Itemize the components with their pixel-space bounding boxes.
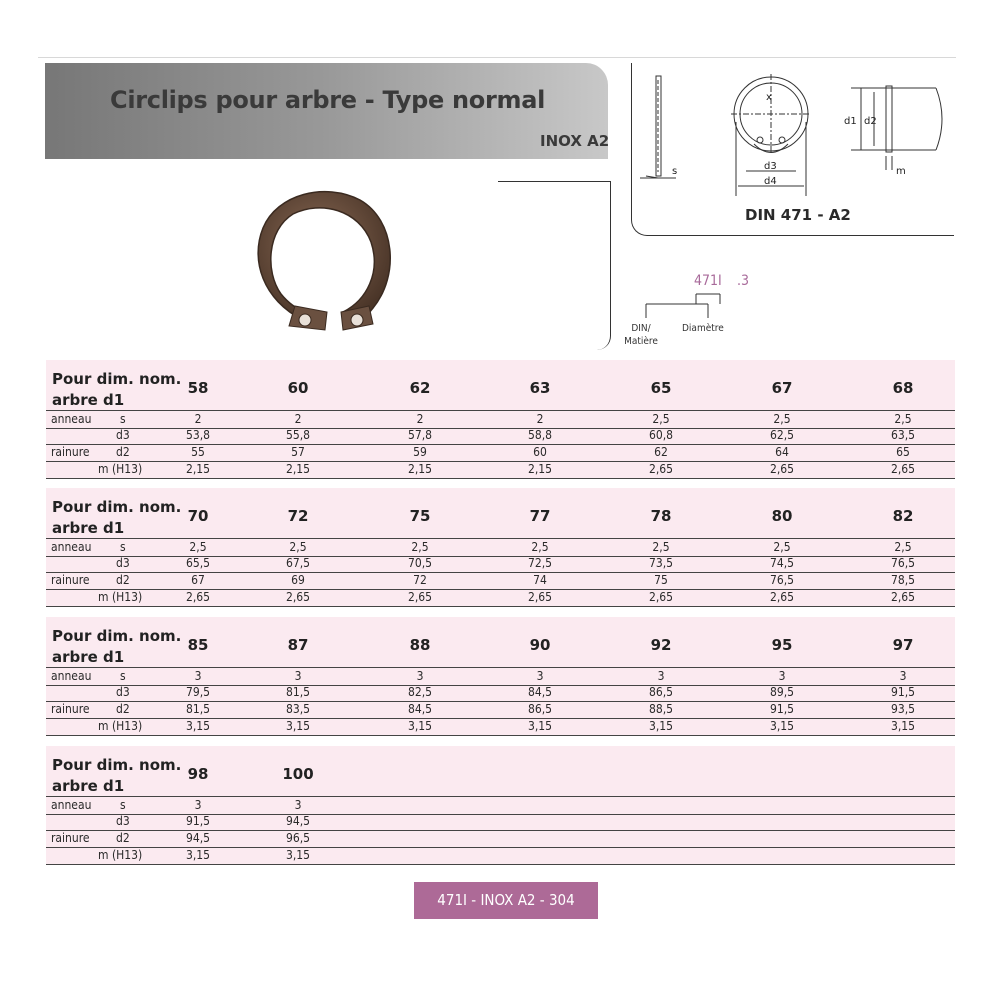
cell-m: 2,65	[890, 462, 916, 476]
cell-s: 2,5	[652, 412, 670, 426]
label-m: m	[896, 166, 906, 177]
cell-s: 3	[657, 669, 665, 683]
row-dim-label: d3	[116, 685, 130, 699]
cell-d2: 84,5	[407, 702, 433, 716]
d1-value: 62	[409, 379, 431, 397]
code-label-diametre: Diamètre	[682, 323, 724, 334]
row-dim-label: m (H13)	[98, 848, 143, 862]
row-dim-label: s	[120, 540, 126, 554]
cell-d2: 75	[654, 573, 668, 587]
header-line1: Pour dim. nom.	[52, 498, 182, 516]
table-header-label	[52, 626, 181, 668]
cell-d3: 60,8	[648, 428, 674, 442]
top-divider	[38, 57, 956, 58]
cell-d3: 74,5	[769, 556, 795, 570]
d1-value: 98	[187, 765, 209, 783]
table-row-m	[46, 847, 955, 865]
header-line1: Pour dim. nom.	[52, 370, 182, 388]
cell-m: 3,15	[185, 848, 211, 862]
cell-m: 3,15	[769, 719, 795, 733]
cell-d3: 62,5	[769, 428, 795, 442]
row-dim-label: d3	[116, 814, 130, 828]
cell-m: 3,15	[407, 719, 433, 733]
cell-m: 2,65	[648, 590, 674, 604]
cell-d2: 72	[413, 573, 427, 587]
cell-d2: 86,5	[527, 702, 553, 716]
table-row-d3	[46, 813, 955, 831]
cell-d3: 89,5	[769, 685, 795, 699]
label-d4: d4	[764, 176, 777, 187]
cell-d2: 69	[291, 573, 305, 587]
cell-d2: 65	[896, 445, 910, 459]
d1-value: 85	[187, 636, 209, 654]
cell-s: 2,5	[289, 540, 307, 554]
material-label: INOX A2	[540, 132, 610, 150]
d1-value: 70	[187, 507, 209, 525]
circlip-photo	[245, 180, 405, 345]
photo-frame	[498, 181, 611, 350]
row-dim-label: m (H13)	[98, 462, 143, 476]
table-row-d2	[46, 701, 955, 719]
cell-d2: 83,5	[285, 702, 311, 716]
d1-value: 67	[771, 379, 793, 397]
cell-m: 2,65	[890, 590, 916, 604]
row-dim-label: d2	[116, 445, 130, 459]
cell-d2: 88,5	[648, 702, 674, 716]
cell-d3: 72,5	[527, 556, 553, 570]
cell-d2: 96,5	[285, 831, 311, 845]
d1-value: 80	[771, 507, 793, 525]
cell-d3: 82,5	[407, 685, 433, 699]
cell-s: 2,5	[189, 540, 207, 554]
label-d3: d3	[764, 161, 777, 172]
cell-d3: 91,5	[185, 814, 211, 828]
table-row-m	[46, 718, 955, 736]
cell-d2: 62	[654, 445, 668, 459]
cell-d3: 57,8	[407, 428, 433, 442]
cell-m: 2,65	[527, 590, 553, 604]
cell-m: 2,15	[527, 462, 553, 476]
header-line2: arbre d1	[52, 519, 125, 537]
cell-d3: 65,5	[185, 556, 211, 570]
row-dim-label: m (H13)	[98, 719, 143, 733]
cell-d3: 79,5	[185, 685, 211, 699]
cell-m: 2,65	[769, 590, 795, 604]
d1-value: 92	[650, 636, 672, 654]
cell-m: 3,15	[285, 719, 311, 733]
cell-d3: 81,5	[285, 685, 311, 699]
cell-m: 2,65	[285, 590, 311, 604]
cell-d3: 76,5	[890, 556, 916, 570]
header-line2: arbre d1	[52, 391, 125, 409]
cell-s: 2	[194, 412, 202, 426]
cell-m: 2,65	[185, 590, 211, 604]
cell-m: 3,15	[185, 719, 211, 733]
table-row-d3	[46, 684, 955, 702]
cell-d2: 55	[191, 445, 205, 459]
cell-m: 3,15	[527, 719, 553, 733]
table-row-m	[46, 589, 955, 607]
header-line1: Pour dim. nom.	[52, 756, 182, 774]
table-row-d2	[46, 572, 955, 590]
header-line2: arbre d1	[52, 648, 125, 666]
table-row-d3	[46, 427, 955, 445]
row-dim-label: s	[120, 669, 126, 683]
d1-value: 58	[187, 379, 209, 397]
cell-m: 2,15	[185, 462, 211, 476]
row-group-label: anneau	[51, 412, 92, 426]
row-group-label: rainure	[51, 831, 90, 845]
cell-d2: 78,5	[890, 573, 916, 587]
table-header-label	[52, 755, 181, 797]
d1-value: 100	[282, 765, 314, 783]
row-dim-label: m (H13)	[98, 590, 143, 604]
cell-s: 3	[899, 669, 907, 683]
code-suffix: .3	[737, 273, 750, 289]
cell-m: 3,15	[648, 719, 674, 733]
cell-d3: 55,8	[285, 428, 311, 442]
cell-d3: 53,8	[185, 428, 211, 442]
d1-value: 77	[529, 507, 551, 525]
cell-s: 2,5	[894, 540, 912, 554]
row-dim-label: s	[120, 798, 126, 812]
cell-m: 2,65	[769, 462, 795, 476]
row-group-label: anneau	[51, 540, 92, 554]
header-line1: Pour dim. nom.	[52, 627, 182, 645]
cell-s: 2,5	[411, 540, 429, 554]
cell-s: 2,5	[652, 540, 670, 554]
d1-value: 63	[529, 379, 551, 397]
cell-d3: 58,8	[527, 428, 553, 442]
code-base: 471I	[694, 273, 722, 289]
cell-d2: 64	[775, 445, 789, 459]
cell-d2: 60	[533, 445, 547, 459]
cell-d3: 67,5	[285, 556, 311, 570]
cell-d2: 67	[191, 573, 205, 587]
cell-d2: 57	[291, 445, 305, 459]
d1-value: 97	[892, 636, 914, 654]
cell-d3: 86,5	[648, 685, 674, 699]
row-group-label: anneau	[51, 798, 92, 812]
cell-s: 3	[294, 798, 302, 812]
cell-s: 3	[778, 669, 786, 683]
cell-s: 3	[536, 669, 544, 683]
label-d2: d2	[864, 116, 877, 127]
din-label: DIN 471 - A2	[745, 206, 851, 224]
label-d1: d1	[844, 116, 857, 127]
cell-m: 3,15	[890, 719, 916, 733]
d1-value: 88	[409, 636, 431, 654]
table-header-label	[52, 369, 181, 411]
technical-drawing	[636, 66, 954, 198]
cell-s: 2,5	[894, 412, 912, 426]
cell-d2: 76,5	[769, 573, 795, 587]
label-s: s	[672, 166, 678, 177]
table-header-label	[52, 497, 181, 539]
table-block	[46, 617, 955, 735]
table-block	[46, 360, 955, 478]
cell-m: 2,65	[407, 590, 433, 604]
row-dim-label: d2	[116, 831, 130, 845]
row-dim-label: d2	[116, 573, 130, 587]
header-line2: arbre d1	[52, 777, 125, 795]
cell-s: 2	[294, 412, 302, 426]
d1-value: 78	[650, 507, 672, 525]
cell-d2: 94,5	[185, 831, 211, 845]
cell-m: 3,15	[285, 848, 311, 862]
cell-s: 3	[294, 669, 302, 683]
code-label-matiere: Matière	[624, 336, 658, 347]
label-x: x	[766, 92, 772, 103]
table-row-d3	[46, 555, 955, 573]
row-group-label: anneau	[51, 669, 92, 683]
d1-value: 68	[892, 379, 914, 397]
table-block	[46, 488, 955, 606]
table-block	[46, 746, 955, 864]
cell-s: 3	[194, 798, 202, 812]
article-badge: 471I - INOX A2 - 304	[414, 882, 598, 919]
code-label-din	[616, 322, 666, 348]
cell-d2: 91,5	[769, 702, 795, 716]
row-dim-label: s	[120, 412, 126, 426]
cell-s: 2	[536, 412, 544, 426]
cell-m: 2,65	[648, 462, 674, 476]
cell-d2: 81,5	[185, 702, 211, 716]
cell-s: 3	[194, 669, 202, 683]
table-row-d2	[46, 444, 955, 462]
row-group-label: rainure	[51, 573, 90, 587]
page-title: Circlips pour arbre - Type normal	[110, 86, 546, 114]
cell-s: 2,5	[531, 540, 549, 554]
row-dim-label: d2	[116, 702, 130, 716]
cell-d3: 91,5	[890, 685, 916, 699]
row-dim-label: d3	[116, 556, 130, 570]
row-group-label: rainure	[51, 445, 90, 459]
d1-value: 90	[529, 636, 551, 654]
cell-s: 2,5	[773, 412, 791, 426]
row-group-label: rainure	[51, 702, 90, 716]
row-dim-label: d3	[116, 428, 130, 442]
d1-value: 75	[409, 507, 431, 525]
table-row-d2	[46, 830, 955, 848]
cell-s: 2	[416, 412, 424, 426]
cell-m: 2,15	[407, 462, 433, 476]
d1-value: 72	[287, 507, 309, 525]
cell-d3: 63,5	[890, 428, 916, 442]
code-label-din-line1: DIN/	[631, 323, 651, 334]
cell-d3: 84,5	[527, 685, 553, 699]
d1-value: 82	[892, 507, 914, 525]
cell-s: 3	[416, 669, 424, 683]
cell-d2: 74	[533, 573, 547, 587]
d1-value: 60	[287, 379, 309, 397]
table-row-m	[46, 461, 955, 479]
cell-d3: 70,5	[407, 556, 433, 570]
cell-d2: 59	[413, 445, 427, 459]
cell-d3: 73,5	[648, 556, 674, 570]
cell-m: 2,15	[285, 462, 311, 476]
d1-value: 87	[287, 636, 309, 654]
cell-s: 2,5	[773, 540, 791, 554]
d1-value: 95	[771, 636, 793, 654]
cell-d3: 94,5	[285, 814, 311, 828]
cell-d2: 93,5	[890, 702, 916, 716]
d1-value: 65	[650, 379, 672, 397]
